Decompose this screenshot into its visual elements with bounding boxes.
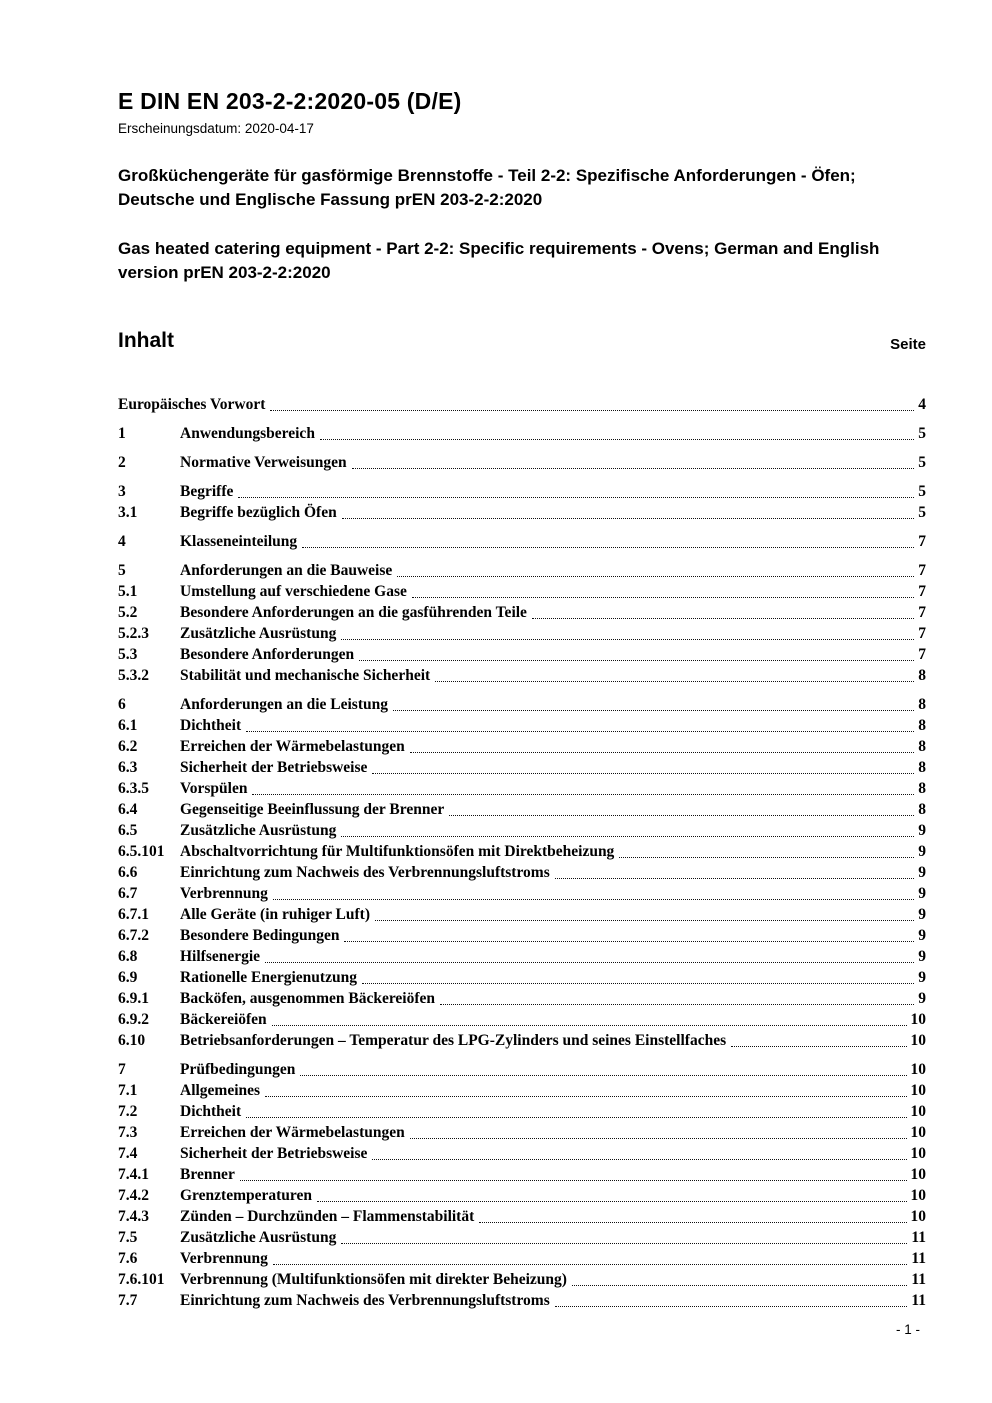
dotted-leader [532,618,914,619]
title-german: Großküchengeräte für gasförmige Brennstoffe - Teil 2-2: Spezifische Anforderungen - Öfen; Deutsche und Englische Fassung prEN 203-2-2:2020 [118,166,856,209]
toc-entry-number: 3 [118,483,126,500]
toc-entry [118,968,926,988]
dotted-leader [302,547,914,548]
toc-entry-page: 8 [918,738,926,755]
toc-entry-page: 8 [918,780,926,797]
toc-entry [118,1291,926,1311]
toc-entry-title: Umstellung auf verschiedene Gase [180,583,407,600]
toc-entry-number: 6.2 [118,738,138,755]
toc-entry-title: Verbrennung [180,1250,268,1267]
dotted-leader [273,1264,907,1265]
toc-entry-title: Zusätzliche Ausrüstung [180,625,337,642]
dotted-leader [440,1004,914,1005]
toc-entry-title: Sicherheit der Betriebsweise [180,759,368,776]
toc-entry-title: Dichtheit [180,1103,242,1120]
page-number-footer: - 1 - [895,1322,920,1337]
doc-number-title: E DIN EN 203-2-2:2020-05 (D/E) [118,88,462,114]
toc-entry-number: 6.7.2 [118,927,149,944]
toc-entry [118,603,926,623]
dotted-leader [341,836,914,837]
toc-entry-page: 9 [918,822,926,839]
dotted-leader [341,1243,907,1244]
toc-entry-title: Dichtheit [180,717,242,734]
toc-entry-page: 10 [910,1145,926,1162]
toc-entry-title: Besondere Anforderungen an die gasführenden Teile [180,604,527,621]
dotted-leader [342,518,915,519]
toc-entry-number: 5.2 [118,604,138,621]
toc-entry-page: 9 [918,906,926,923]
dotted-leader [619,857,914,858]
dotted-leader [300,1075,906,1076]
toc-entry-number: 6.5 [118,822,138,839]
toc-entry-page: 10 [910,1032,926,1049]
toc-entry-page: 7 [918,646,926,663]
dotted-leader [359,660,914,661]
toc-entry-title: Gegenseitige Beeinflussung der Brenner [180,801,445,818]
toc-entry-number: 6.5.101 [118,843,165,860]
toc-entry-page: 5 [918,425,926,442]
toc-entry [118,905,926,925]
toc-entry-title: Normative Verweisungen [180,454,347,471]
toc-entry-page: 11 [911,1229,926,1246]
toc-entry-title: Begriffe [180,483,234,500]
toc-entry [118,863,926,883]
toc-entry-number: 5.1 [118,583,138,600]
toc-entry-page: 9 [918,948,926,965]
toc-heading: Inhalt [118,329,174,352]
toc-entry-page: 9 [918,990,926,1007]
toc-entry-page: 11 [911,1292,926,1309]
toc-entry-page: 11 [911,1250,926,1267]
toc-entry-number: 6.9 [118,969,138,986]
toc-entry-title: Zusätzliche Ausrüstung [180,822,337,839]
dotted-leader [272,1025,907,1026]
toc-entry-number: 6.1 [118,717,138,734]
toc-entry-title: Rationelle Energienutzung [180,969,357,986]
toc-entry [118,1249,926,1269]
dotted-leader [731,1046,906,1047]
toc-page-column-label: Seite [890,336,926,353]
toc-entry-title: Prüfbedingungen [180,1061,296,1078]
dotted-leader [397,576,914,577]
toc-entry-number: 7.4.3 [118,1208,149,1225]
toc-entry-page: 8 [918,717,926,734]
toc-entry-page: 8 [918,696,926,713]
toc-entry [118,532,926,552]
toc-entry [118,1207,926,1227]
toc-entry-number: 5.2.3 [118,625,149,642]
toc-entry-number: 7.1 [118,1082,138,1099]
toc-entry-title: Erreichen der Wärmebelastungen [180,738,405,755]
toc-entry [118,1031,926,1051]
publish-date: Erscheinungsdatum: 2020-04-17 [118,121,314,136]
toc-entry-number: 6.3.5 [118,780,149,797]
toc-entry-number: 5.3 [118,646,138,663]
toc-entry-page: 7 [918,562,926,579]
toc-entry-page: 9 [918,885,926,902]
toc-entry-page: 5 [918,504,926,521]
toc-entry [118,424,926,444]
toc-entry-title: Anforderungen an die Bauweise [180,562,393,579]
toc-group [118,482,926,523]
dotted-leader [265,1096,906,1097]
toc-entry-number: 7.2 [118,1103,138,1120]
toc-entry-number: 6.9.1 [118,990,149,1007]
toc-entry-page: 7 [918,533,926,550]
toc-entry-number: 7.5 [118,1229,138,1246]
toc-entry-title: Verbrennung (Multifunktionsöfen mit direkter Beheizung) [180,1271,567,1288]
toc-entry-page: 9 [918,843,926,860]
dotted-leader [362,983,914,984]
toc-entry [118,758,926,778]
toc-entry-page: 10 [910,1124,926,1141]
toc-entry-title: Grenztemperaturen [180,1187,312,1204]
toc-entry-number: 6.3 [118,759,138,776]
toc-entry-title: Hilfsenergie [180,948,261,965]
toc-entry-title: Besondere Bedingungen [180,927,340,944]
toc-entry-number: 7.7 [118,1292,138,1309]
dotted-leader [270,410,914,411]
dotted-leader [372,1159,906,1160]
toc-entry-number: 6.7 [118,885,138,902]
toc-entry [118,482,926,502]
toc-entry-number: 6.8 [118,948,138,965]
toc-entry-title: Allgemeines [180,1082,261,1099]
toc-group [118,1060,926,1311]
toc-entry-number: 4 [118,533,126,550]
dotted-leader [555,878,914,879]
toc-entry-page: 8 [918,759,926,776]
toc-entry-page: 9 [918,864,926,881]
toc-entry [118,842,926,862]
toc-entry-title: Klasseneinteilung [180,533,298,550]
toc-entry-title: Alle Geräte (in ruhiger Luft) [180,906,370,923]
toc-entry [118,561,926,581]
toc-entry-page: 10 [910,1011,926,1028]
toc-entry-page: 7 [918,604,926,621]
dotted-leader [273,899,914,900]
toc-entry [118,1165,926,1185]
toc-entry-title: Anwendungsbereich [180,425,315,442]
toc-entry-number: 7.4.1 [118,1166,149,1183]
toc-entry [118,666,926,686]
toc-entry-page: 10 [910,1208,926,1225]
toc-entry [118,947,926,967]
table-of-contents [118,395,926,1311]
dotted-leader [375,920,914,921]
toc-entry [118,989,926,1009]
toc-entry-title: Einrichtung zum Nachweis des Verbrennungsluftstroms [180,864,550,881]
dotted-leader [410,752,915,753]
dotted-leader [435,681,914,682]
toc-entry-number: 7.6 [118,1250,138,1267]
toc-entry-title: Sicherheit der Betriebsweise [180,1145,368,1162]
toc-entry-page: 5 [918,483,926,500]
dotted-leader [393,710,914,711]
toc-group [118,395,926,415]
toc-entry-title: Europäisches Vorwort [118,396,266,413]
toc-entry-number: 7 [118,1061,126,1078]
dotted-leader [555,1306,908,1307]
toc-entry-title: Brenner [180,1166,235,1183]
dotted-leader [252,794,914,795]
toc-entry [118,624,926,644]
toc-entry [118,716,926,736]
toc-entry-number: 5.3.2 [118,667,149,684]
toc-group [118,561,926,686]
dotted-leader [341,639,914,640]
dotted-leader [320,439,914,440]
toc-entry-page: 7 [918,583,926,600]
toc-entry-number: 2 [118,454,126,471]
toc-entry-number: 6.4 [118,801,138,818]
toc-group [118,695,926,1051]
toc-entry [118,1010,926,1030]
toc-entry [118,453,926,473]
toc-entry-title: Erreichen der Wärmebelastungen [180,1124,405,1141]
dotted-leader [372,773,914,774]
toc-entry-title: Einrichtung zum Nachweis des Verbrennungsluftstroms [180,1292,550,1309]
toc-entry-page: 10 [910,1187,926,1204]
toc-entry-title: Bäckereiöfen [180,1011,267,1028]
dotted-leader [449,815,914,816]
dotted-leader [317,1201,907,1202]
toc-entry-title: Abschaltvorrichtung für Multifunktionsöfen mit Direktbeheizung [180,843,615,860]
toc-entry [118,582,926,602]
toc-entry-number: 6.10 [118,1032,146,1049]
dotted-leader [572,1285,907,1286]
toc-entry-page: 4 [918,396,926,413]
toc-entry [118,645,926,665]
toc-entry-number: 6.9.2 [118,1011,149,1028]
toc-entry-title: Vorspülen [180,780,248,797]
dotted-leader [240,1180,907,1181]
toc-entry-number: 7.4 [118,1145,138,1162]
toc-entry-page: 10 [910,1103,926,1120]
toc-header-row [118,329,926,353]
toc-entry-page: 10 [910,1082,926,1099]
dotted-leader [344,941,914,942]
toc-entry [118,695,926,715]
toc-group [118,453,926,473]
toc-group [118,532,926,552]
dotted-leader [238,497,914,498]
toc-entry [118,1186,926,1206]
toc-entry-page: 10 [910,1061,926,1078]
dotted-leader [479,1222,906,1223]
toc-entry-title: Verbrennung [180,885,268,902]
title-english: Gas heated catering equipment - Part 2-2: Specific requirements - Ovens; German and English version prEN 203-2-2:2020 [118,239,880,282]
toc-entry-title: Stabilität und mechanische Sicherheit [180,667,431,684]
toc-entry-number: 1 [118,425,126,442]
toc-entry-number: 3.1 [118,504,138,521]
toc-entry-page: 8 [918,801,926,818]
toc-entry-number: 6 [118,696,126,713]
toc-entry-page: 9 [918,927,926,944]
toc-entry-page: 10 [910,1166,926,1183]
toc-entry [118,884,926,904]
toc-entry-number: 6.6 [118,864,138,881]
toc-entry [118,779,926,799]
dotted-leader [352,468,915,469]
dotted-leader [410,1138,907,1139]
toc-entry-title: Betriebsanforderungen – Temperatur des LPG-Zylinders und seines Einstellfaches [180,1032,727,1049]
toc-entry-page: 9 [918,969,926,986]
toc-entry [118,1081,926,1101]
toc-entry-title: Begriffe bezüglich Öfen [180,504,337,521]
toc-entry [118,1102,926,1122]
toc-entry-page: 5 [918,454,926,471]
toc-entry-number: 7.3 [118,1124,138,1141]
toc-entry-title: Zünden – Durchzünden – Flammenstabilität [180,1208,475,1225]
toc-entry [118,1123,926,1143]
toc-entry [118,1144,926,1164]
toc-entry-title: Anforderungen an die Leistung [180,696,388,713]
toc-entry [118,1270,926,1290]
toc-entry [118,926,926,946]
dotted-leader [412,597,914,598]
toc-entry [118,821,926,841]
toc-entry-number: 7.6.101 [118,1271,165,1288]
toc-group [118,424,926,444]
toc-entry-page: 11 [911,1271,926,1288]
toc-entry-number: 7.4.2 [118,1187,149,1204]
toc-entry [118,503,926,523]
toc-entry [118,737,926,757]
toc-entry-title: Zusätzliche Ausrüstung [180,1229,337,1246]
toc-entry-number: 6.7.1 [118,906,149,923]
dotted-leader [246,1117,906,1118]
toc-entry [118,800,926,820]
toc-entry-number: 5 [118,562,126,579]
toc-entry [118,1060,926,1080]
dotted-leader [246,731,914,732]
toc-entry-page: 8 [918,667,926,684]
toc-entry-title: Besondere Anforderungen [180,646,355,663]
toc-entry [118,1228,926,1248]
dotted-leader [265,962,914,963]
toc-entry-title: Backöfen, ausgenommen Bäckereiöfen [180,990,436,1007]
toc-entry [118,395,926,415]
toc-entry-page: 7 [918,625,926,642]
